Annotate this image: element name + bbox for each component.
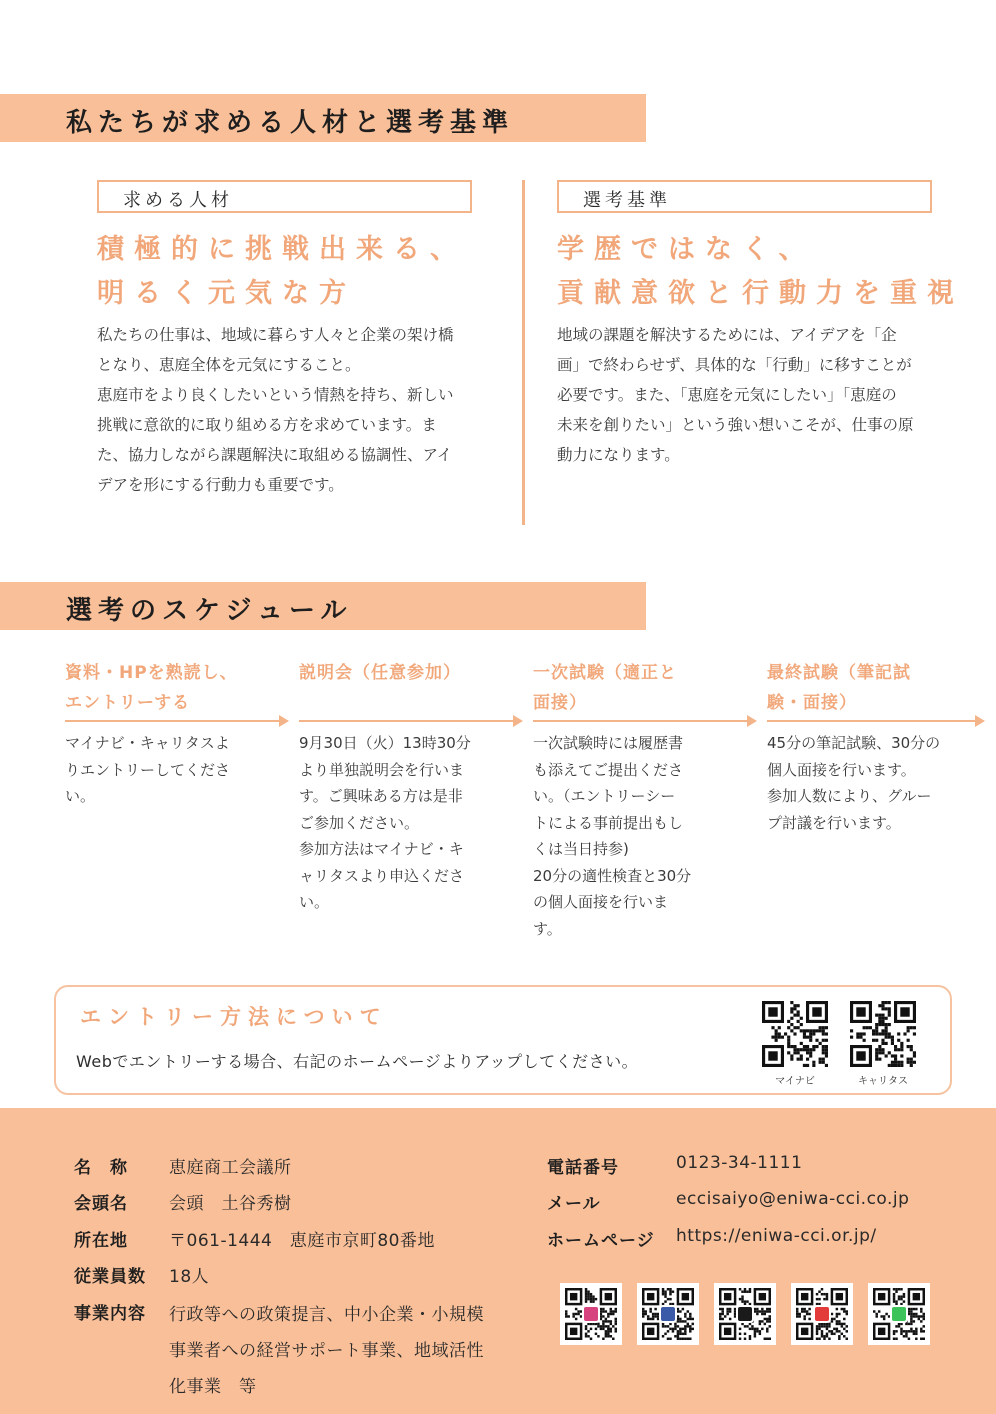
step-title [299,658,523,718]
step-title-line: 説明会（任意参加） [299,663,461,683]
qr-line-icon[interactable] [868,1283,930,1345]
wanted-person-heading [97,228,467,316]
body-line: 動力になります。 [557,446,680,464]
head-value: 会頭 土谷秀樹 [169,1194,292,1214]
entry-instructions: Webでエントリーする場合、右記のホームページよりアップしてください。 [76,1052,639,1071]
body-line: 一次試験時には履歴書 [533,734,684,752]
heading-line: 積極的に挑戦出来る、 [97,234,467,265]
arrow-right-icon [299,720,521,722]
step-title-line: 一次試験（適正と [533,663,677,683]
section-header-bar [0,582,646,630]
heading-line: 貢献意欲と行動力を重視 [557,278,964,309]
step-title-line: エントリーする [65,693,191,713]
step-body [533,730,743,942]
body-line: マイナビ・キャリタスよ [65,734,230,752]
step-title-line: 面接） [533,693,587,713]
step-title-line: 資料・HPを熟読し、 [65,663,238,683]
qr-youtube-icon[interactable] [791,1283,853,1345]
body-line: い。（エントリーシー [533,787,676,805]
body-line: デアを形にする行動力も重要です。 [97,476,344,494]
website-label: ホームページ [547,1231,655,1251]
selection-criteria-label: 選考基準 [583,190,671,211]
body-line: プ討議を行います。 [767,813,901,832]
step-title-line: 験・面接） [767,693,857,713]
body-line: ャリタスより申込くださ [299,866,465,885]
section-title: 選考のスケジュール [66,596,353,626]
address-value: 〒061-1444 恵庭市京町80番地 [169,1231,435,1251]
address-label: 所在地 [74,1231,128,1251]
step-title [767,658,991,718]
body-line: す。ご興味ある方は是非 [299,787,463,805]
heading-line: 学歴ではなく、 [557,234,816,265]
business-label: 事業内容 [74,1304,146,1324]
wanted-person-label-box [97,180,472,213]
body-line: くは当日持参) [533,840,629,858]
selection-criteria-label-box [557,180,932,213]
qr-x-icon[interactable] [714,1283,776,1345]
business-value [169,1297,539,1405]
arrow-right-icon [65,720,287,722]
phone-value[interactable]: 0123-34-1111 [676,1153,803,1173]
head-label: 会頭名 [74,1194,128,1214]
body-line: の個人面接を行いま [533,893,669,911]
schedule-step-2 [299,658,523,916]
qr-facebook-icon[interactable] [637,1283,699,1345]
body-line: トによる事前提出もし [533,813,684,832]
line-icon [890,1305,908,1323]
qr-caption-mynavi: マイナビ [775,1076,815,1087]
step-title [65,658,289,718]
column-divider [522,180,525,525]
body-line: 地域の課題を解決するためには、アイデアを「企 [557,326,897,344]
heading-line: 明るく元気な方 [97,278,356,309]
body-line: 参加方法はマイナビ・キ [299,840,464,858]
body-line: 参加人数により、グルー [767,787,932,805]
qr-code-caritas-icon[interactable] [850,1001,916,1067]
name-value: 恵庭商工会議所 [169,1158,292,1178]
instagram-icon [582,1305,600,1323]
arrow-right-icon [533,720,755,722]
entry-title: エントリー方法について [80,1005,388,1029]
step-title-line: 最終試験（筆記試 [767,663,911,683]
youtube-icon [813,1305,831,1323]
body-line: 未来を創りたい」という強い想いこそが、仕事の原 [557,416,914,434]
phone-label: 電話番号 [547,1158,619,1178]
step-body [767,730,977,836]
body-line: りエントリーしてくださ [65,760,231,779]
selection-criteria-heading [557,228,964,316]
body-line: 恵庭市をより良くしたいという情熱を持ち、新しい [97,386,454,404]
mail-value[interactable]: eccisaiyo@eniwa-cci.co.jp [676,1189,910,1209]
qr-code-mynavi-icon[interactable] [762,1001,828,1067]
business-line: 事業者への経営サポート事業、地域活性 [169,1341,484,1361]
name-label: 名 称 [74,1158,128,1178]
wanted-person-label: 求める人材 [123,190,233,211]
body-line: 私たちの仕事は、地域に暮らす人々と企業の架け橋 [97,326,454,344]
body-line: となり、恵庭全体を元気にすること。 [97,356,361,374]
body-line: 45分の筆記試験、30分の [767,734,941,752]
schedule-step-4 [767,658,991,836]
section-header-bar [0,94,646,142]
step-title [533,658,757,718]
body-line: ご参加ください。 [299,813,420,832]
body-line: より単独説明会を行いま [299,760,465,779]
body-line: 9月30日（火）13時30分 [299,734,471,752]
arrow-right-icon [767,720,983,722]
body-line: 画」で終わらせず、具体的な「行動」に移すことが [557,356,912,374]
body-line: 個人面接を行います。 [767,760,916,779]
section-title: 私たちが求める人材と選考基準 [66,108,515,138]
employees-value: 18人 [169,1267,210,1287]
selection-criteria-body [557,320,967,470]
mail-label: メール [547,1194,601,1214]
x-icon [736,1305,754,1323]
step-body [299,730,509,916]
qr-caption-caritas: キャリタス [858,1076,908,1087]
body-line: 必要です。また、「恵庭を元気にしたい」「恵庭の [557,386,897,404]
business-line: 化事業 等 [169,1377,257,1397]
qr-instagram-icon[interactable] [560,1283,622,1345]
body-line: た、協力しながら課題解決に取組める協調性、アイ [97,446,453,464]
body-line: い。 [299,893,330,911]
website-link[interactable]: https://eniwa-cci.or.jp/ [676,1226,877,1246]
body-line: す。 [533,919,562,938]
schedule-step-1 [65,658,289,810]
wanted-person-body [97,320,507,500]
entry-method-box [54,985,952,1095]
business-line: 行政等への政策提言、中小企業・小規模 [169,1305,484,1325]
facebook-icon [659,1305,677,1323]
body-line: も添えてご提出くださ [533,760,684,779]
schedule-step-3 [533,658,757,942]
step-body [65,730,275,810]
body-line: い。 [65,787,96,805]
body-line: 20分の適性検査と30分 [533,866,692,885]
body-line: 挑戦に意欲的に取り組める方を求めています。ま [97,416,437,434]
employees-label: 従業員数 [74,1267,146,1287]
